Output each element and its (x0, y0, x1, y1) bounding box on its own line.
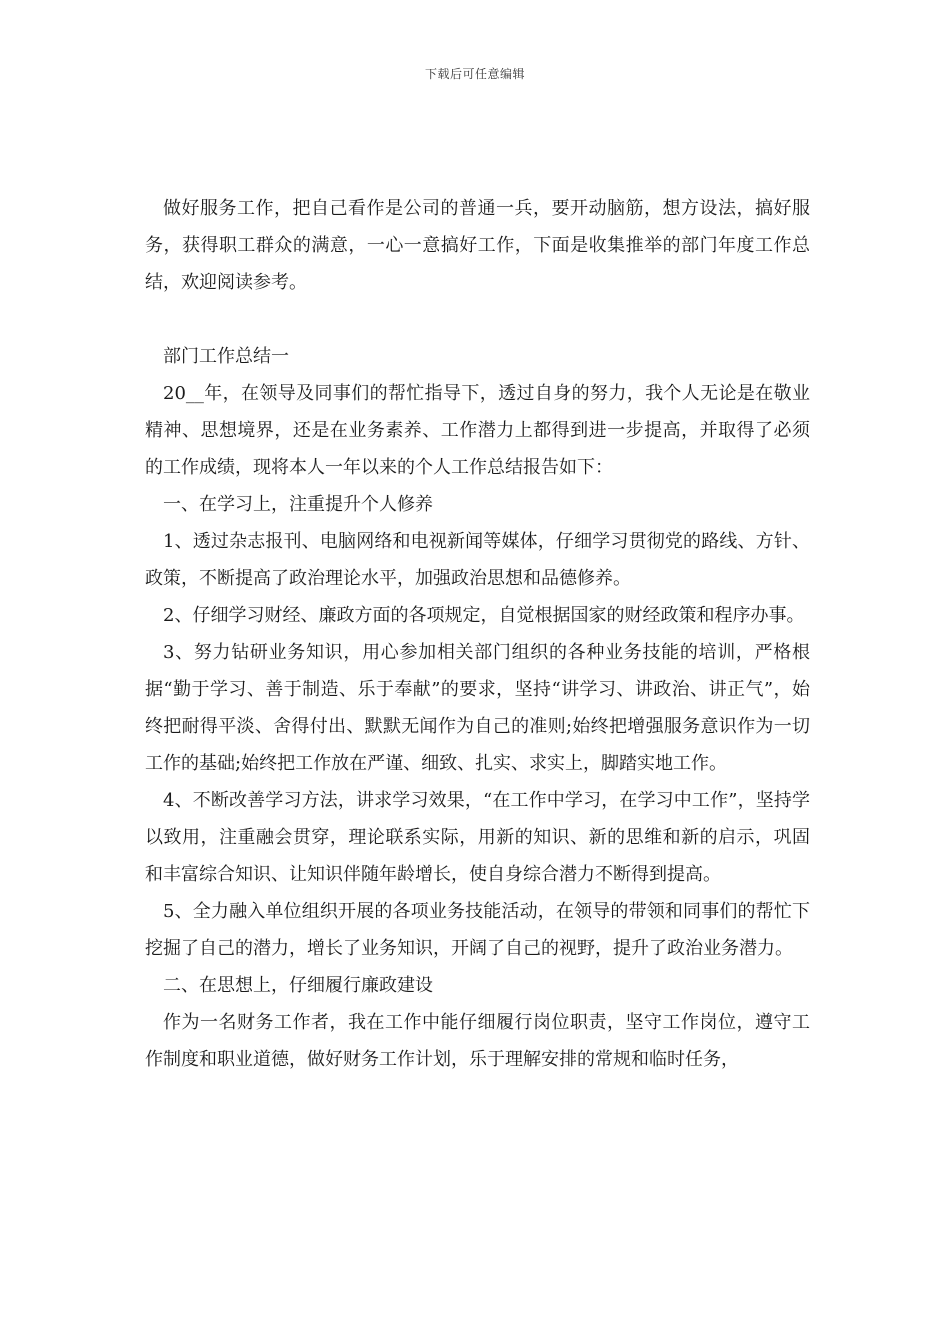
paragraph: 20__年，在领导及同事们的帮忙指导下，透过自身的努力，我个人无论是在敬业精神、思想境界，还是在业务素养、工作潜力上都得到进一步提高，并取得了必须的工作成绩，现将本人一年以来的个人工作总结报告如下： (145, 383, 810, 478)
subheading: 一、在学习上，注重提升个人修养 (163, 494, 433, 515)
page-header: 下载后可任意编辑 (424, 67, 525, 81)
paragraph: 2、仔细学习财经、廉政方面的各项规定，自觉根据国家的财经政策和程序办事。 (163, 605, 805, 626)
document-body (145, 190, 810, 1078)
subheading: 二、在思想上，仔细履行廉政建设 (163, 975, 433, 996)
paragraph: 3、努力钻研业务知识，用心参加相关部门组织的各种业务技能的培训，严格根据“勤于学习、善于制造、乐于奉献”的要求，坚持“讲学习、讲政治、讲正气”，始终把耐得平淡、舍得付出、默默无闻作为自己的准则;始终把增强服务意识作为一切工作的基础;始终把工作放在严谨、细致、扎实、求实上，脚踏实地工作。 (145, 642, 810, 774)
section-title: 部门工作总结一 (163, 346, 289, 367)
paragraph: 1、透过杂志报刊、电脑网络和电视新闻等媒体，仔细学习贯彻党的路线、方针、政策，不断提高了政治理论水平，加强政治思想和品德修养。 (145, 531, 810, 589)
intro-paragraph: 做好服务工作，把自己看作是公司的普通一兵，要开动脑筋，想方设法，搞好服务，获得职工群众的满意，一心一意搞好工作，下面是收集推举的部门年度工作总结，欢迎阅读参考。 (145, 198, 810, 293)
paragraph: 4、不断改善学习方法，讲求学习效果，“在工作中学习，在学习中工作”，坚持学以致用，注重融会贯穿，理论联系实际，用新的知识、新的思维和新的启示，巩固和丰富综合知识、让知识伴随年龄增长，使自身综合潜力不断得到提高。 (145, 790, 810, 885)
paragraph: 5、全力融入单位组织开展的各项业务技能活动，在领导的带领和同事们的帮忙下挖掘了自己的潜力，增长了业务知识，开阔了自己的视野，提升了政治业务潜力。 (145, 901, 810, 959)
paragraph: 作为一名财务工作者，我在工作中能仔细履行岗位职责，坚守工作岗位，遵守工作制度和职业道德，做好财务工作计划，乐于理解安排的常规和临时任务， (145, 1012, 810, 1070)
